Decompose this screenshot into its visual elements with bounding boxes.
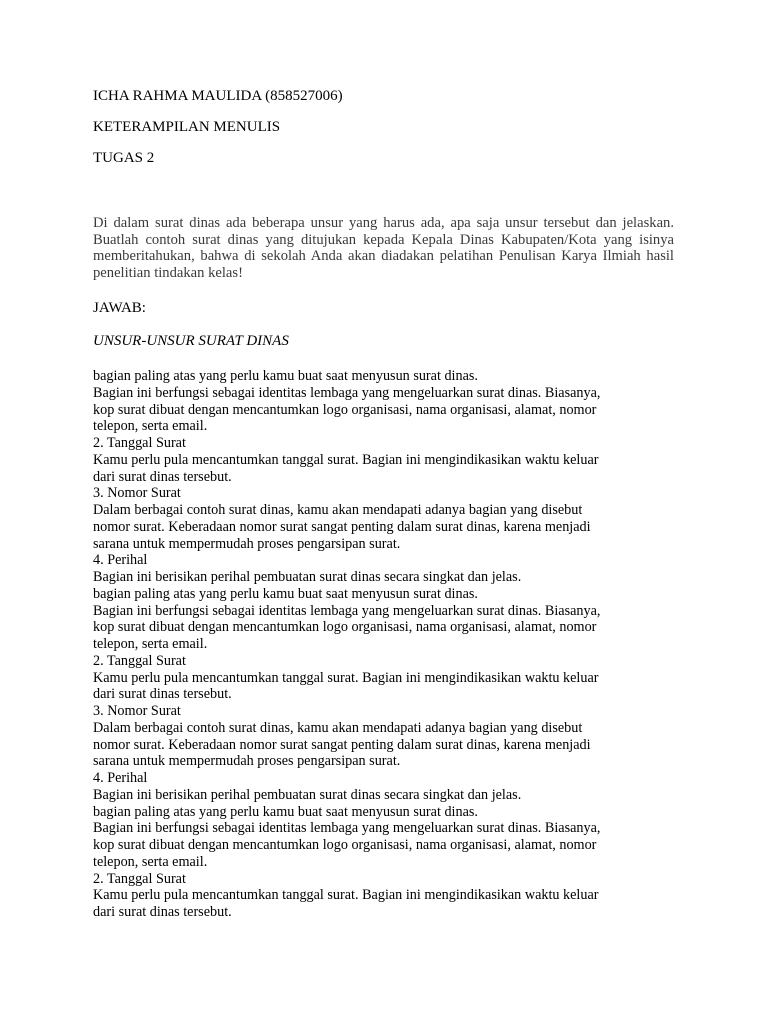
body-line: Dalam berbagai contoh surat dinas, kamu akan mendapati adanya bagian yang disebut — [93, 719, 583, 736]
body-line: dari surat dinas tersebut. — [93, 468, 232, 485]
body-line: 4. Perihal — [93, 552, 148, 569]
body-line: kop surat dibuat dengan mencantumkan logo organisasi, nama organisasi, alamat, nomor — [93, 837, 597, 853]
body-line: Bagian ini berisikan perihal pembuatan surat dinas secara singkat dan jelas. — [93, 786, 522, 803]
body-line: 2. Tanggal Surat — [93, 870, 186, 887]
body-line: 3. Nomor Surat — [93, 703, 181, 719]
body-line: Bagian ini berfungsi sebagai identitas lembaga yang mengeluarkan surat dinas. Biasanya, — [93, 602, 601, 619]
body-line: Bagian ini berfungsi sebagai identitas lembaga yang mengeluarkan surat dinas. Biasanya, — [93, 384, 601, 401]
body-line: sarana untuk mempermudah proses pengarsipan surat. — [93, 535, 401, 552]
body-line: bagian paling atas yang perlu kamu buat saat menyusun surat dinas. — [93, 803, 478, 820]
body-line: bagian paling atas yang perlu kamu buat saat menyusun surat dinas. — [93, 368, 478, 384]
body-line: nomor surat. Keberadaan nomor surat sangat penting dalam surat dinas, karena menjadi — [93, 736, 591, 753]
body-line: 2. Tanggal Surat — [93, 652, 186, 669]
answer-body — [93, 368, 600, 921]
body-line: Kamu perlu pula mencantumkan tanggal surat. Bagian ini mengindikasikan waktu keluar — [93, 887, 599, 904]
body-line: Dalam berbagai contoh surat dinas, kamu akan mendapati adanya bagian yang disebut — [93, 502, 583, 518]
body-line: Bagian ini berisikan perihal pembuatan surat dinas secara singkat dan jelas. — [93, 569, 522, 585]
body-line: 3. Nomor Surat — [93, 485, 181, 502]
body-line: 2. Tanggal Surat — [93, 435, 186, 451]
body-line: sarana untuk mempermudah proses pengarsipan surat. — [93, 753, 401, 770]
body-line: Kamu perlu pula mencantumkan tanggal surat. Bagian ini mengindikasikan waktu keluar — [93, 451, 599, 468]
student-name: ICHA RAHMA MAULIDA (858527006) — [93, 88, 343, 104]
course-title: KETERAMPILAN MENULIS — [93, 119, 281, 135]
body-line: dari surat dinas tersebut. — [93, 904, 232, 920]
body-line: 4. Perihal — [93, 770, 148, 786]
question-paragraph: Di dalam surat dinas ada beberapa unsur yang harus ada, apa saja unsur tersebut dan jelaskan. Buatlah contoh surat dinas yang ditujukan kepada Kepala Dinas Kabupaten/Kota yang isinya memberitahukan, bahwa di sekolah Anda akan diadakan pelatihan Penulisan Karya Ilmiah hasil penelitian tindakan kelas! — [93, 215, 674, 282]
body-line: kop surat dibuat dengan mencantumkan logo organisasi, nama organisasi, alamat, nomor — [93, 401, 597, 418]
body-line: bagian paling atas yang perlu kamu buat saat menyusun surat dinas. — [93, 585, 478, 602]
body-line: Bagian ini berfungsi sebagai identitas lembaga yang mengeluarkan surat dinas. Biasanya, — [93, 820, 601, 837]
section-heading: UNSUR-UNSUR SURAT DINAS — [93, 333, 289, 349]
body-line: dari surat dinas tersebut. — [93, 686, 232, 703]
body-line: telepon, serta email. — [93, 636, 208, 652]
body-line: telepon, serta email. — [93, 418, 208, 435]
body-line: kop surat dibuat dengan mencantumkan logo organisasi, nama organisasi, alamat, nomor — [93, 619, 597, 636]
task-title: TUGAS 2 — [93, 150, 155, 166]
body-line: telepon, serta email. — [93, 853, 208, 870]
answer-label: JAWAB: — [93, 300, 146, 316]
body-line: nomor surat. Keberadaan nomor surat sangat penting dalam surat dinas, karena menjadi — [93, 518, 591, 535]
body-line: Kamu perlu pula mencantumkan tanggal surat. Bagian ini mengindikasikan waktu keluar — [93, 669, 599, 686]
